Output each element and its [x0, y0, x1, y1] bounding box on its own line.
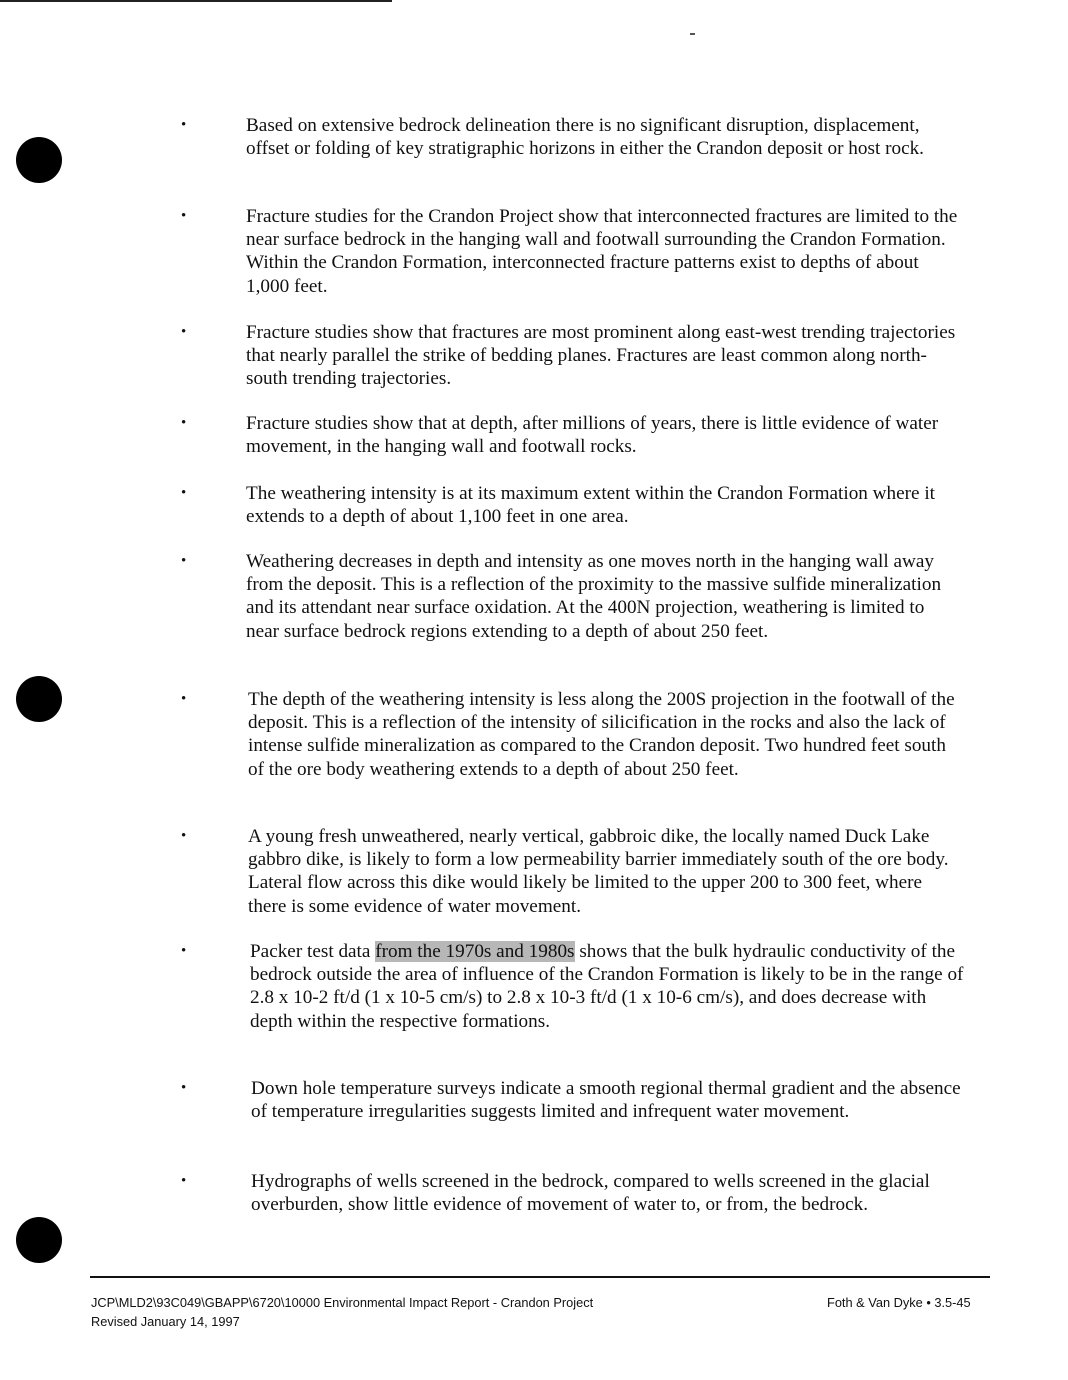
list-item-text: Weathering decreases in depth and intensity as one moves north in the hanging wall away from the deposit. This is a reflection of the proximity to the massive sulfide mineralization and its attendant near surface oxidation. At the 400N projection, weathering is limited to near surface bedrock regions extending to a depth of about 250 feet.	[246, 551, 942, 642]
bullet-marker: •	[181, 553, 187, 569]
bullet-marker: •	[181, 485, 187, 501]
list-item-text: The weathering intensity is at its maximum extent within the Crandon Formation where it extends to a depth of about 1,100 feet in one area.	[246, 483, 936, 528]
list-item-text: Fracture studies for the Crandon Project show that interconnected fractures are limited to the near surface bedrock in the hanging wall and footwall surrounding the Crandon Formation. Within the Crandon Formation, interconnected fracture patterns exist to depths of about 1,000 feet.	[246, 206, 958, 297]
list-item-text: Hydrographs of wells screened in the bedrock, compared to wells screened in the glacial overburden, show little evidence of movement of water to, or from, the bedrock.	[251, 1171, 930, 1216]
bullet-marker: •	[181, 324, 187, 340]
bullet-marker: •	[181, 1173, 187, 1189]
footer-rule	[90, 1276, 990, 1278]
list-item-text: Fracture studies show that at depth, after millions of years, there is little evidence of water movement, in the hanging wall and footwall rocks.	[246, 413, 939, 458]
bullet-marker: •	[181, 943, 187, 959]
highlighted-text: from the 1970s and 1980s	[375, 941, 575, 962]
list-item-text: The depth of the weathering intensity is less along the 200S projection in the footwall of the deposit. This is a reflection of the intensity of silicification in the rocks and also the lack of intense sulfide mineralization as compared to the Crandon deposit. Two hundred feet south of the ore body weathering extends to a depth of about 250 feet.	[248, 689, 955, 780]
bullet-marker: •	[181, 691, 187, 707]
list-item-text: Fracture studies show that fractures are most prominent along east-west trending trajectories that nearly parallel the strike of bedding planes. Fractures are least common along north-south trending trajectories.	[246, 322, 956, 390]
footer-left	[91, 1293, 593, 1331]
bullet-marker: •	[181, 415, 187, 431]
list-item-text: Based on extensive bedrock delineation there is no significant disruption, displacement, offset or folding of key stratigraphic horizons in either the Crandon deposit or host rock.	[246, 115, 924, 160]
footer-page-number: Foth & Van Dyke • 3.5-45	[827, 1295, 971, 1310]
bullet-marker: •	[181, 208, 187, 224]
bullet-marker: •	[181, 1080, 187, 1096]
text-after-highlight: shows that the bulk hydraulic conductivity of the bedrock outside the area of influence of the Crandon Formation is likely to be in the range of 2.8 x 10-2 ft/d (1 x 10-5 cm/s) to 2.8 x 10-3 ft/d (1 x 10-6 cm/s), and does decrease with depth within the respective formations.	[250, 941, 964, 1032]
list-item-text	[250, 940, 966, 1033]
list-item-text: A young fresh unweathered, nearly vertical, gabbroic dike, the locally named Duck Lake gabbro dike, is likely to form a low permeability barrier immediately south of the ore body. Lateral flow across this dike would likely be limited to the upper 200 to 300 feet, where there is some evidence of water movement.	[248, 826, 949, 917]
footer-revised-date: Revised January 14, 1997	[91, 1314, 240, 1329]
bullet-marker: •	[181, 828, 187, 844]
footer-path-title: JCP\MLD2\93C049\GBAPP\6720\10000 Environmental Impact Report - Crandon Project	[91, 1295, 594, 1310]
bullet-marker: •	[181, 117, 187, 133]
text-before-highlight: Packer test data	[250, 941, 376, 962]
list-item-text: Down hole temperature surveys indicate a smooth regional thermal gradient and the absence of temperature irregularities suggests limited and infrequent water movement.	[251, 1078, 961, 1123]
